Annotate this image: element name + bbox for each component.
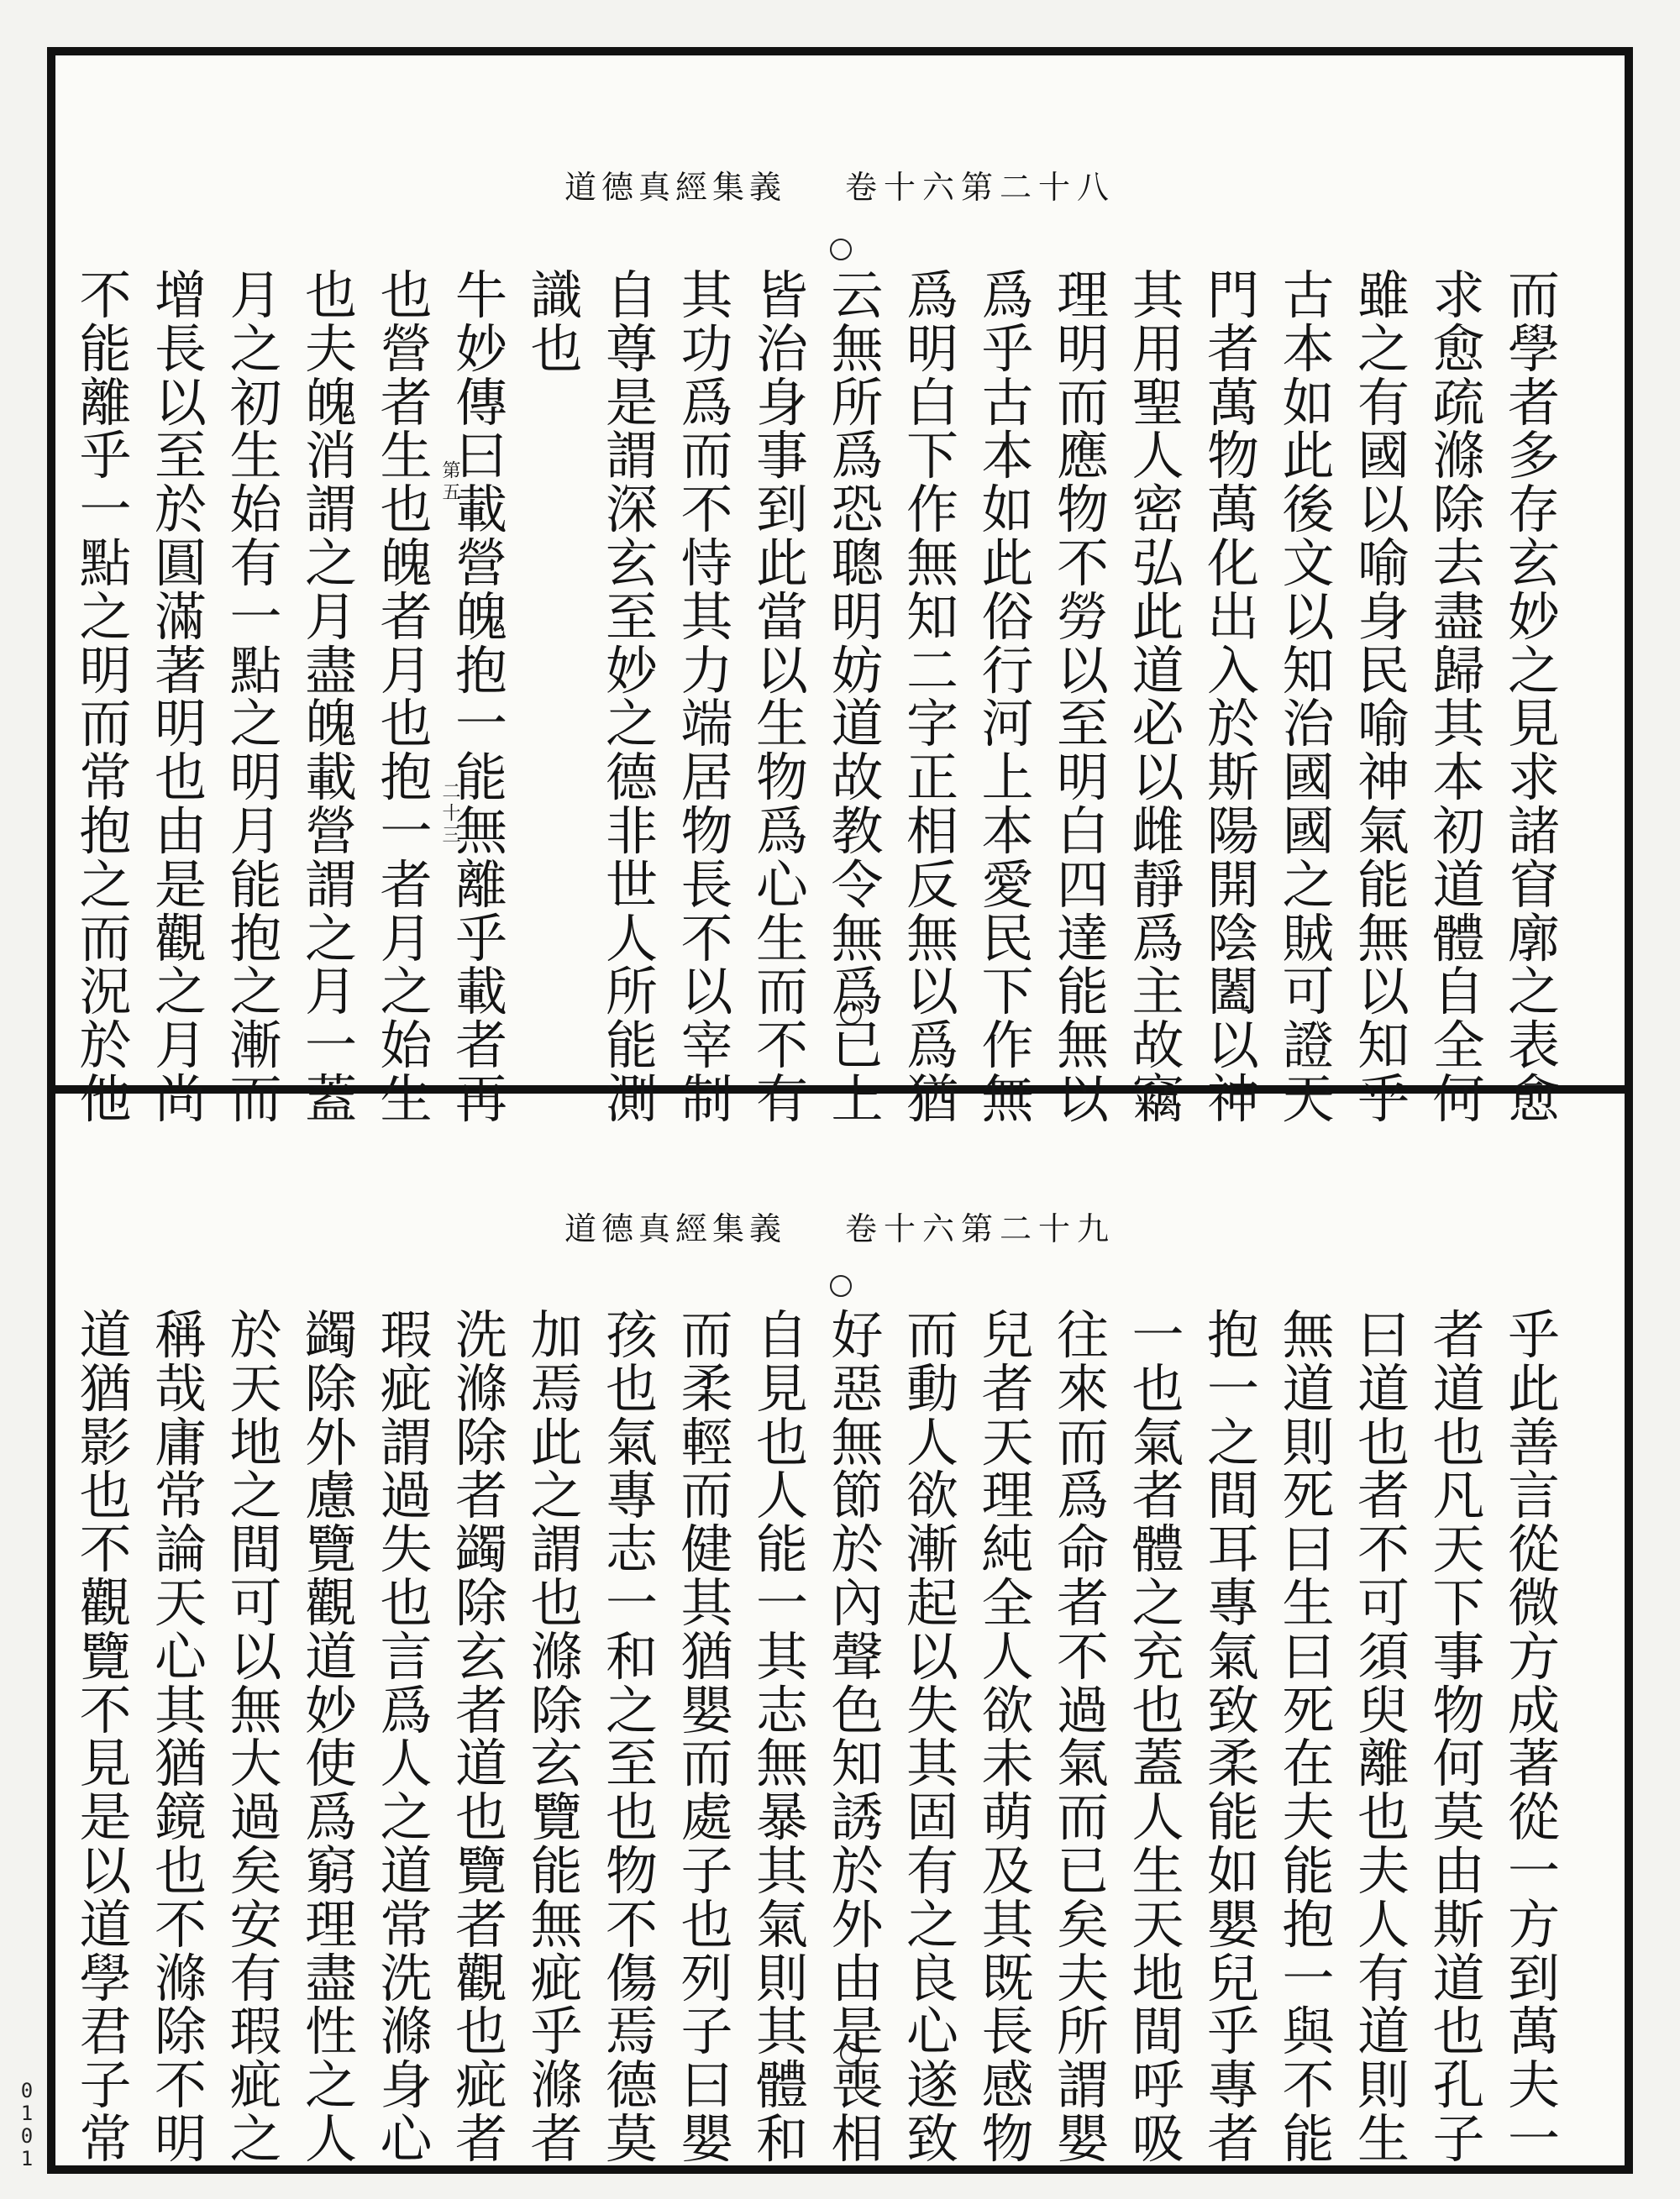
upper-text-column: 增 長 以 至 於 圓 滿 著 明 也 由 是 觀 之 月 尚	[154, 265, 207, 1130]
upper-text-column: 也 夫 魄 消 謂 之 月 盡 魄 載 營 謂 之 月 一 蓋	[304, 265, 357, 1130]
upper-juan-label: 卷十六第二十八	[845, 169, 1116, 206]
lower-book-title: 道德真經集義	[564, 1210, 786, 1247]
page-number: 0 1 0 1	[20, 2079, 34, 2170]
upper-text-column: 而 學 者 多 存 玄 妙 之 見 求 諸 窅 廓 之 表 愈	[1507, 265, 1560, 1130]
upper-text-column: 其 功 爲 而 不 恃 其 力 端 居 物 長 不 以 宰 制	[680, 265, 733, 1130]
lower-text-column: 瑕 疵 謂 過 失 也 言 爲 人 之 道 常 洗 滌 身 心	[380, 1304, 433, 2170]
upper-text-column: 古 本 如 此 後 文 以 知 治 國 國 之 賊 可 證 天	[1282, 265, 1335, 1130]
lower-text-column: 稱 哉 庸 常 論 天 心 其 猶 鏡 也 不 滌 除 不 明	[154, 1304, 207, 2170]
upper-text-column: 月 之 初 生 始 有 一 點 之 明 月 能 抱 之 漸 而	[229, 265, 282, 1130]
upper-text-column: 爲 乎 古 本 如 此 俗 行 河 上 本 愛 民 下 作 無	[981, 265, 1034, 1130]
lower-text-column: 洗 滌 除 者 蠲 除 玄 者 道 也 覽 者 觀 也 疵 者	[454, 1304, 507, 2170]
lower-text-column: 抱 一 之 間 耳 專 氣 致 柔 能 如 嬰 兒 乎 專 者	[1206, 1304, 1259, 2170]
upper-text-column: 自 尊 是 謂 深 玄 至 妙 之 德 非 世 人 所 能 測	[605, 265, 658, 1130]
upper-text-column: 爲 明 白 下 作 無 知 二 字 正 相 反 無 以 爲 猶	[906, 265, 958, 1130]
lower-circle-mark-icon	[830, 1275, 852, 1297]
lower-text-column: 加 焉 此 之 謂 也 滌 除 玄 覽 能 無 疵 乎 滌 者	[530, 1304, 583, 2170]
upper-note-juan: 第 五	[439, 460, 460, 501]
upper-text-column: 其 用 聖 人 密 弘 此 道 必 以 雌 靜 爲 主 故 竊	[1131, 265, 1184, 1130]
lower-text-column: 往 來 而 爲 命 者 不 過 氣 而 已 矣 夫 所 謂 嬰	[1056, 1304, 1109, 2170]
upper-text-column: 皆 治 身 事 到 此 當 以 生 物 爲 心 生 而 不 有	[755, 265, 808, 1130]
lower-text-column: 曰 道 也 者 不 可 須 臾 離 也 夫 人 有 道 則 生	[1357, 1304, 1410, 2170]
lower-text-column: 無 道 則 死 曰 生 曰 死 在 夫 能 抱 一 與 不 能	[1282, 1304, 1335, 2170]
upper-note-page: 二 十 三	[439, 781, 460, 843]
upper-book-title: 道德真經集義	[564, 169, 786, 206]
upper-text-column: 識 也	[530, 265, 583, 380]
lower-text-column: 而 動 人 欲 漸 起 以 失 其 固 有 之 良 心 遂 致	[906, 1304, 958, 2170]
lower-text-column: 於 天 地 之 間 可 以 無 大 過 矣 安 有 瑕 疵 之	[229, 1304, 282, 2170]
lower-folio-header	[0, 1203, 1680, 1249]
upper-text-column: 雖 之 有 國 以 喻 身 民 喻 神 氣 能 無 以 知 乎	[1357, 265, 1410, 1130]
lower-text-column: 兒 者 天 理 純 全 人 欲 未 萌 及 其 既 長 感 物	[981, 1304, 1034, 2170]
lower-text-column: 自 見 也 人 能 一 其 志 無 暴 其 氣 則 其 體 和	[755, 1304, 808, 2170]
upper-text-column: 理 明 而 應 物 不 勞 以 至 明 白 四 達 能 無 以	[1056, 265, 1109, 1130]
lower-text-column: 而 柔 輕 而 健 其 猶 嬰 而 處 子 也 列 子 曰 嬰	[680, 1304, 733, 2170]
lower-text-column: 者 道 也 凡 天 下 事 物 何 莫 由 斯 道 也 孔 子	[1432, 1304, 1485, 2170]
upper-text-column: 云 無 所 爲 恐 聰 明 妨 道 故 教 令 無 爲 已 上	[831, 265, 884, 1130]
lower-text-column: 孩 也 氣 專 志 一 和 之 至 也 物 不 傷 焉 德 莫	[605, 1304, 658, 2170]
lower-juan-label: 卷十六第二十九	[845, 1210, 1116, 1247]
upper-text-column: 也 營 者 生 也 魄 者 月 也 抱 一 者 月 之 始 生	[380, 265, 433, 1130]
upper-text-column: 求 愈 疏 滌 除 去 盡 歸 其 本 初 道 體 自 全 何	[1432, 265, 1485, 1130]
upper-text-column: 不 能 離 乎 一 點 之 明 而 常 抱 之 而 況 於 他	[79, 265, 132, 1130]
upper-text-column: 牛 妙 傳 曰 載 營 魄 抱 一 能 無 離 乎 載 者 再	[454, 265, 507, 1130]
upper-circle-mark-icon	[830, 239, 852, 260]
lower-text-column: 一 也 氣 者 體 之 充 也 蓋 人 生 天 地 間 呼 吸	[1131, 1304, 1184, 2170]
lower-text-column: 道 猶 影 也 不 觀 覽 不 見 是 以 道 學 君 子 常	[79, 1304, 132, 2170]
lower-text-column: 蠲 除 外 慮 覽 觀 道 妙 使 爲 窮 理 盡 性 之 人	[304, 1304, 357, 2170]
upper-text-column: 門 者 萬 物 萬 化 出 入 於 斯 陽 開 陰 闔 以 神	[1206, 265, 1259, 1130]
upper-folio-header	[0, 161, 1680, 207]
lower-text-column: 乎 此 善 言 從 微 方 成 著 從 一 方 到 萬 夫 一	[1507, 1304, 1560, 2170]
lower-text-column: 好 惡 無 節 於 內 聲 色 知 誘 於 外 由 是 喪 相	[831, 1304, 884, 2170]
